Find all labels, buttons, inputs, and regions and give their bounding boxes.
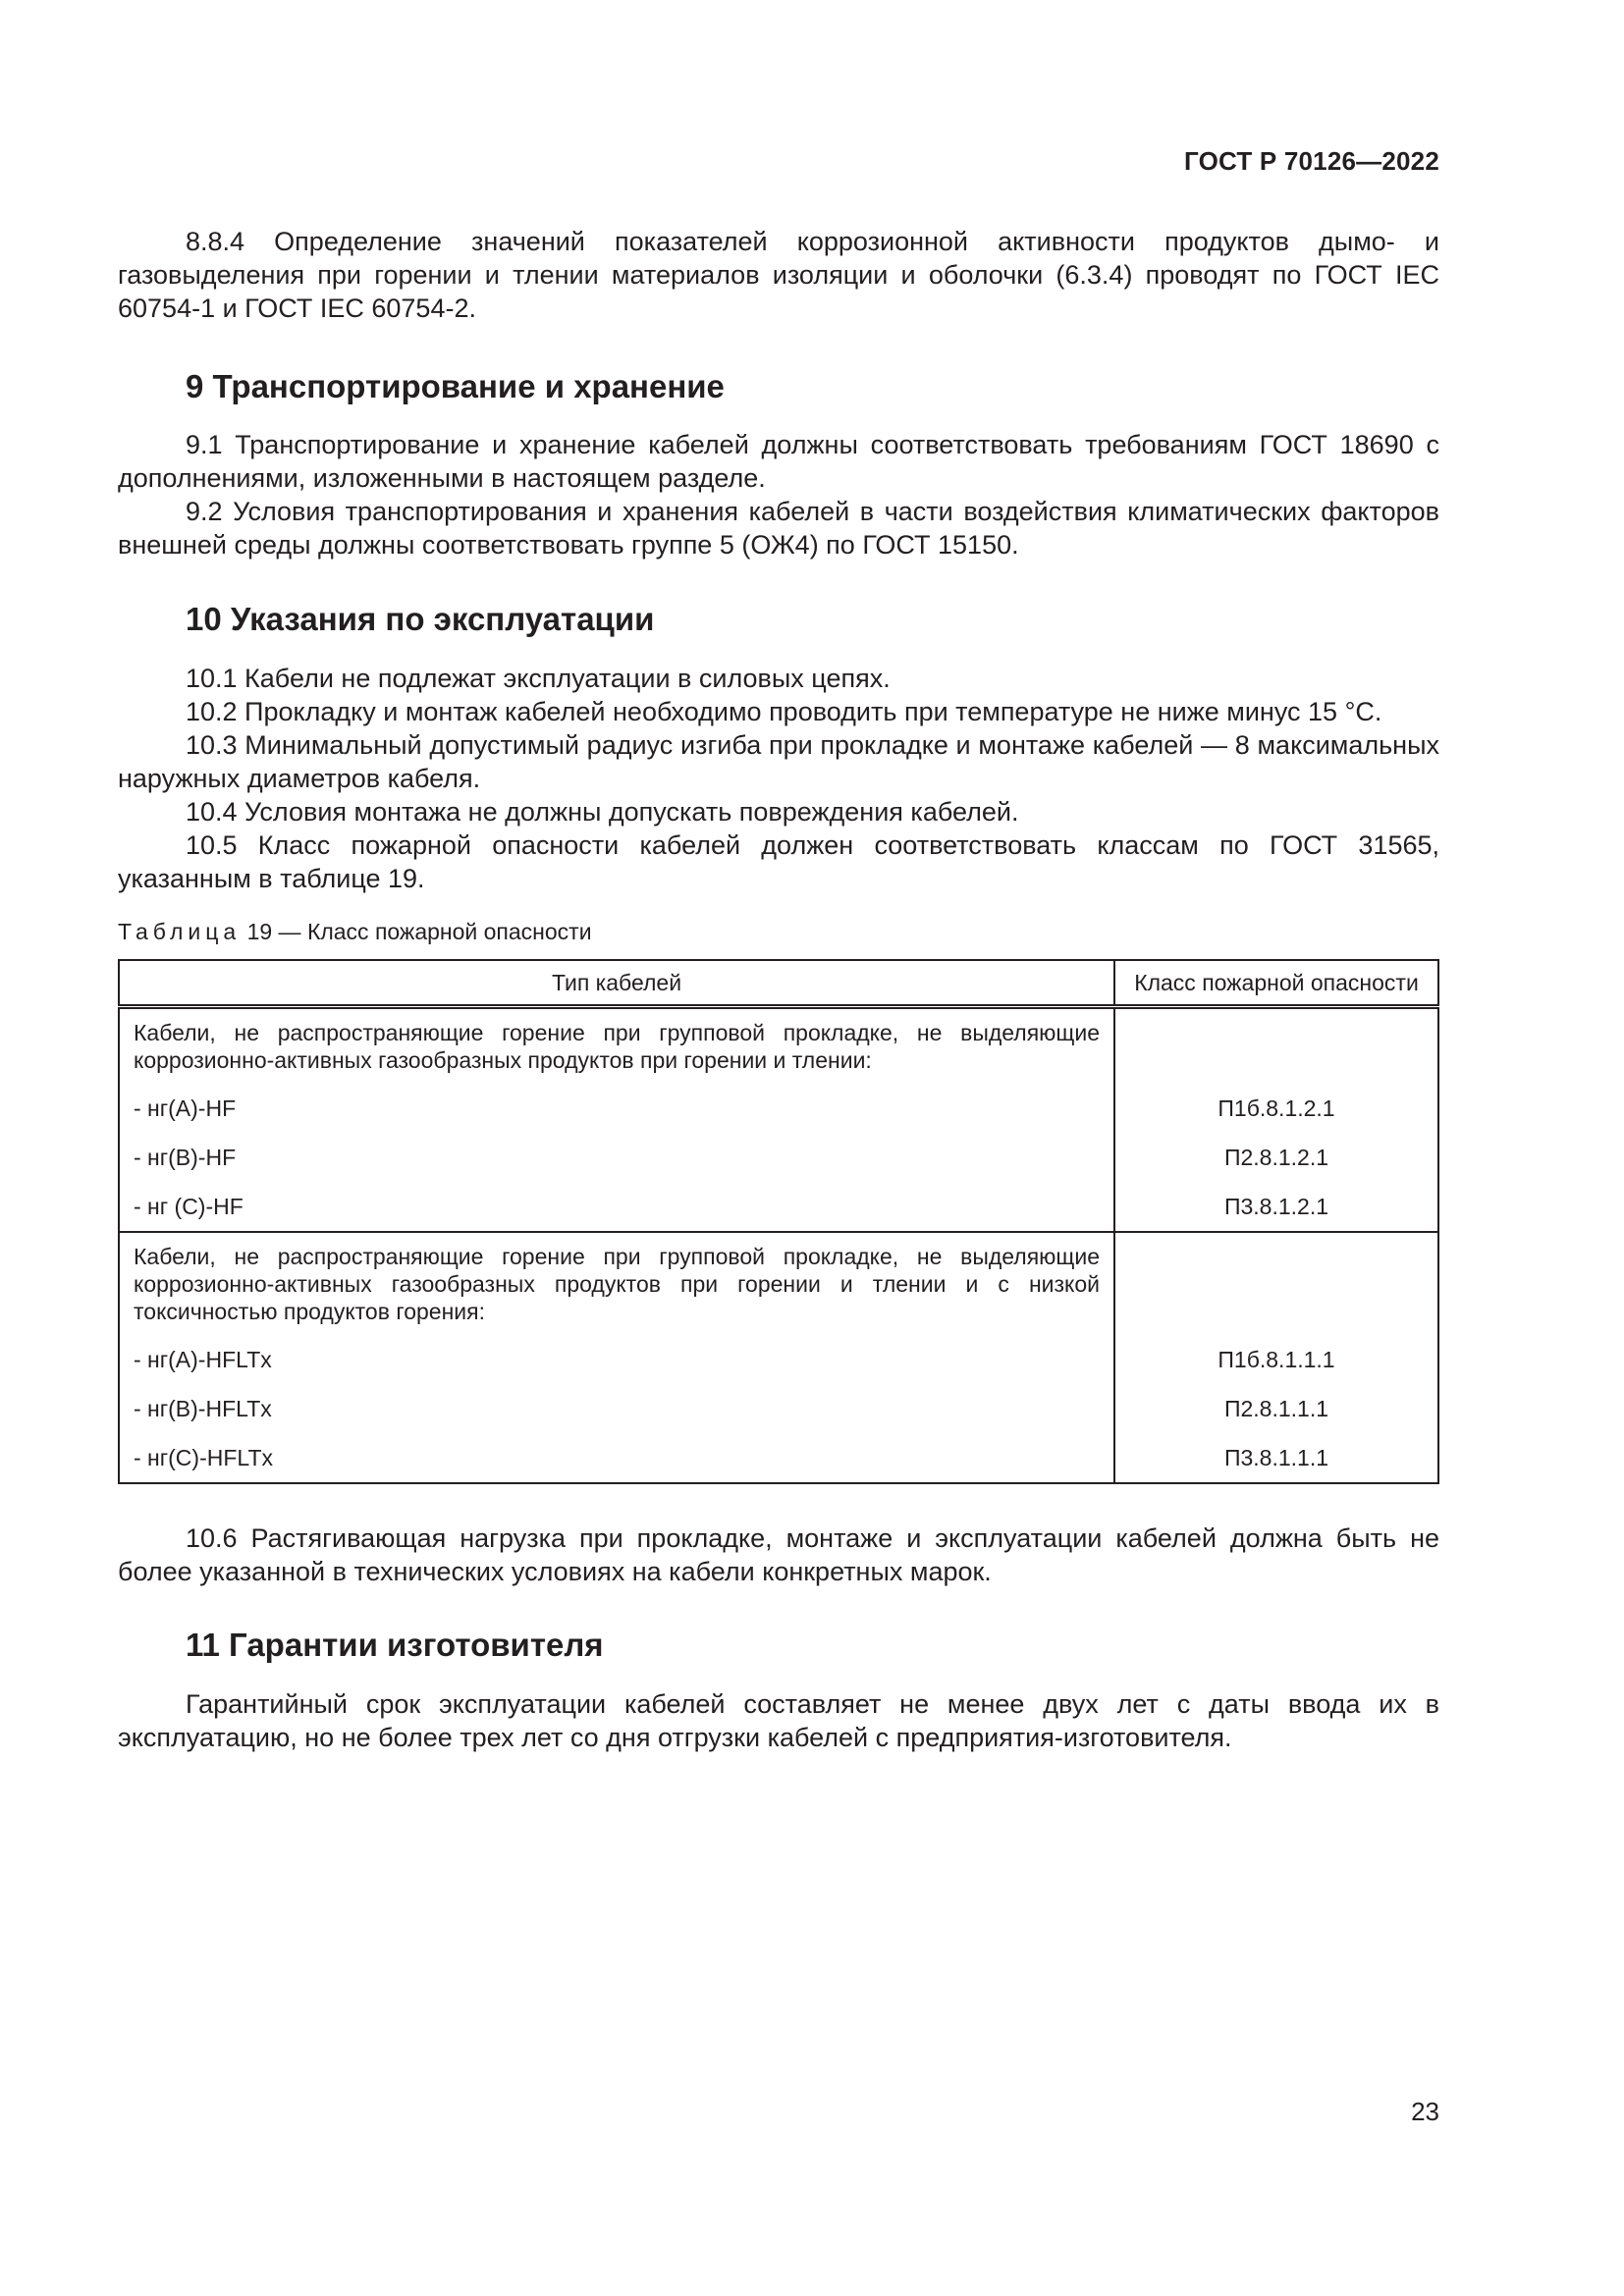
cable-type-cell: - нг(С)-HFLTx	[119, 1433, 1114, 1483]
table-group-description-row	[119, 1007, 1438, 1085]
group-description: Кабели, не распространяющие горение при групповой прокладке, не выделяющие коррозионно-активных газообразных продуктов при горении и тлении:	[119, 1007, 1114, 1085]
paragraph-10-4: 10.4 Условия монтажа не должны допускать повреждения кабелей.	[186, 797, 1019, 827]
section-10	[118, 600, 1439, 639]
section-10-title: 10 Указания по эксплуатации	[186, 601, 655, 637]
section-9-body	[118, 428, 1439, 561]
table-group-description-row	[119, 1232, 1438, 1335]
cable-type-cell: - нг(А)-HFLTx	[119, 1335, 1114, 1384]
table-caption	[118, 917, 592, 946]
paragraph-8-8-4: 8.8.4 Определение значений показателей коррозионной активности продуктов дымо- и газовыделения при горении и тлении материалов изоляции и оболочки (6.3.4) проводят по ГОСТ IEC 60754-1 и ГОСТ IEC 60754-2.	[118, 227, 1439, 323]
document-header: ГОСТ Р 70126—2022	[1184, 146, 1439, 176]
paragraph-10-3: 10.3 Минимальный допустимый радиус изгиба при прокладке и монтаже кабелей — 8 максимальных наружных диаметров кабеля.	[118, 730, 1439, 793]
group-description: Кабели, не распространяющие горение при групповой прокладке, не выделяющие коррозионно-активных газообразных продуктов при горении и тлении и с низкой токсичностью продуктов горения:	[119, 1232, 1114, 1335]
table-row	[119, 1133, 1438, 1182]
paragraph-10-5: 10.5 Класс пожарной опасности кабелей должен соответствовать классам по ГОСТ 31565, указанным в таблице 19.	[118, 830, 1439, 893]
fire-class-cell: П1б.8.1.2.1	[1114, 1084, 1438, 1133]
table-row	[119, 1182, 1438, 1232]
cable-type-cell: - нг(А)-HF	[119, 1084, 1114, 1133]
fire-class-cell: П3.8.1.1.1	[1114, 1433, 1438, 1483]
paragraph-10-6-block	[118, 1522, 1439, 1588]
section-11	[118, 1626, 1439, 1665]
column-header-fire-class: Класс пожарной опасности	[1114, 960, 1438, 1007]
cable-type-cell: - нг (С)-HF	[119, 1182, 1114, 1232]
table-row	[119, 1384, 1438, 1433]
section-10-body	[118, 662, 1439, 895]
table-caption-title: 19 — Класс пожарной опасности	[241, 919, 592, 944]
section-9-title: 9 Транспортирование и хранение	[186, 368, 725, 404]
paragraph-10-6: 10.6 Растягивающая нагрузка при прокладке, монтаже и эксплуатации кабелей должна быть не более указанной в технических условиях на кабели конкретных марок.	[118, 1523, 1439, 1586]
page-number: 23	[1411, 2097, 1439, 2126]
paragraph-11: Гарантийный срок эксплуатации кабелей составляет не менее двух лет с даты ввода их в эксплуатацию, но не более трех лет со дня отгрузки кабелей с предприятия-изготовителя.	[118, 1689, 1439, 1752]
table-row	[119, 1433, 1438, 1483]
fire-class-cell: П2.8.1.2.1	[1114, 1133, 1438, 1182]
paragraph-8-8-4-block	[118, 225, 1439, 325]
paragraph-10-2: 10.2 Прокладку и монтаж кабелей необходимо проводить при температуре не ниже минус 15 °С.	[186, 697, 1382, 726]
table-row	[119, 1335, 1438, 1384]
empty-cell	[1114, 1007, 1438, 1085]
fire-class-cell: П1б.8.1.1.1	[1114, 1335, 1438, 1384]
fire-hazard-table	[118, 959, 1439, 1484]
section-11-title: 11 Гарантии изготовителя	[186, 1627, 604, 1663]
empty-cell	[1114, 1232, 1438, 1335]
cable-type-cell: - нг(В)-HF	[119, 1133, 1114, 1182]
paragraph-9-2: 9.2 Условия транспортирования и хранения кабелей в части воздействия климатических факторов внешней среды должны соответствовать группе 5 (ОЖ4) по ГОСТ 15150.	[118, 497, 1439, 560]
fire-class-cell: П3.8.1.2.1	[1114, 1182, 1438, 1232]
section-11-body	[118, 1687, 1439, 1754]
column-header-cable-type: Тип кабелей	[119, 960, 1114, 1007]
table-row	[119, 1084, 1438, 1133]
table-caption-word: Таблица	[118, 919, 242, 944]
paragraph-10-1: 10.1 Кабели не подлежат эксплуатации в силовых цепях.	[186, 664, 891, 693]
cable-type-cell: - нг(В)-HFLTx	[119, 1384, 1114, 1433]
fire-class-cell: П2.8.1.1.1	[1114, 1384, 1438, 1433]
paragraph-9-1: 9.1 Транспортирование и хранение кабелей должны соответствовать требованиям ГОСТ 18690 с дополнениями, изложенными в настоящем разделе.	[118, 430, 1439, 493]
table-header-row	[119, 960, 1438, 1007]
section-9	[118, 367, 1439, 406]
